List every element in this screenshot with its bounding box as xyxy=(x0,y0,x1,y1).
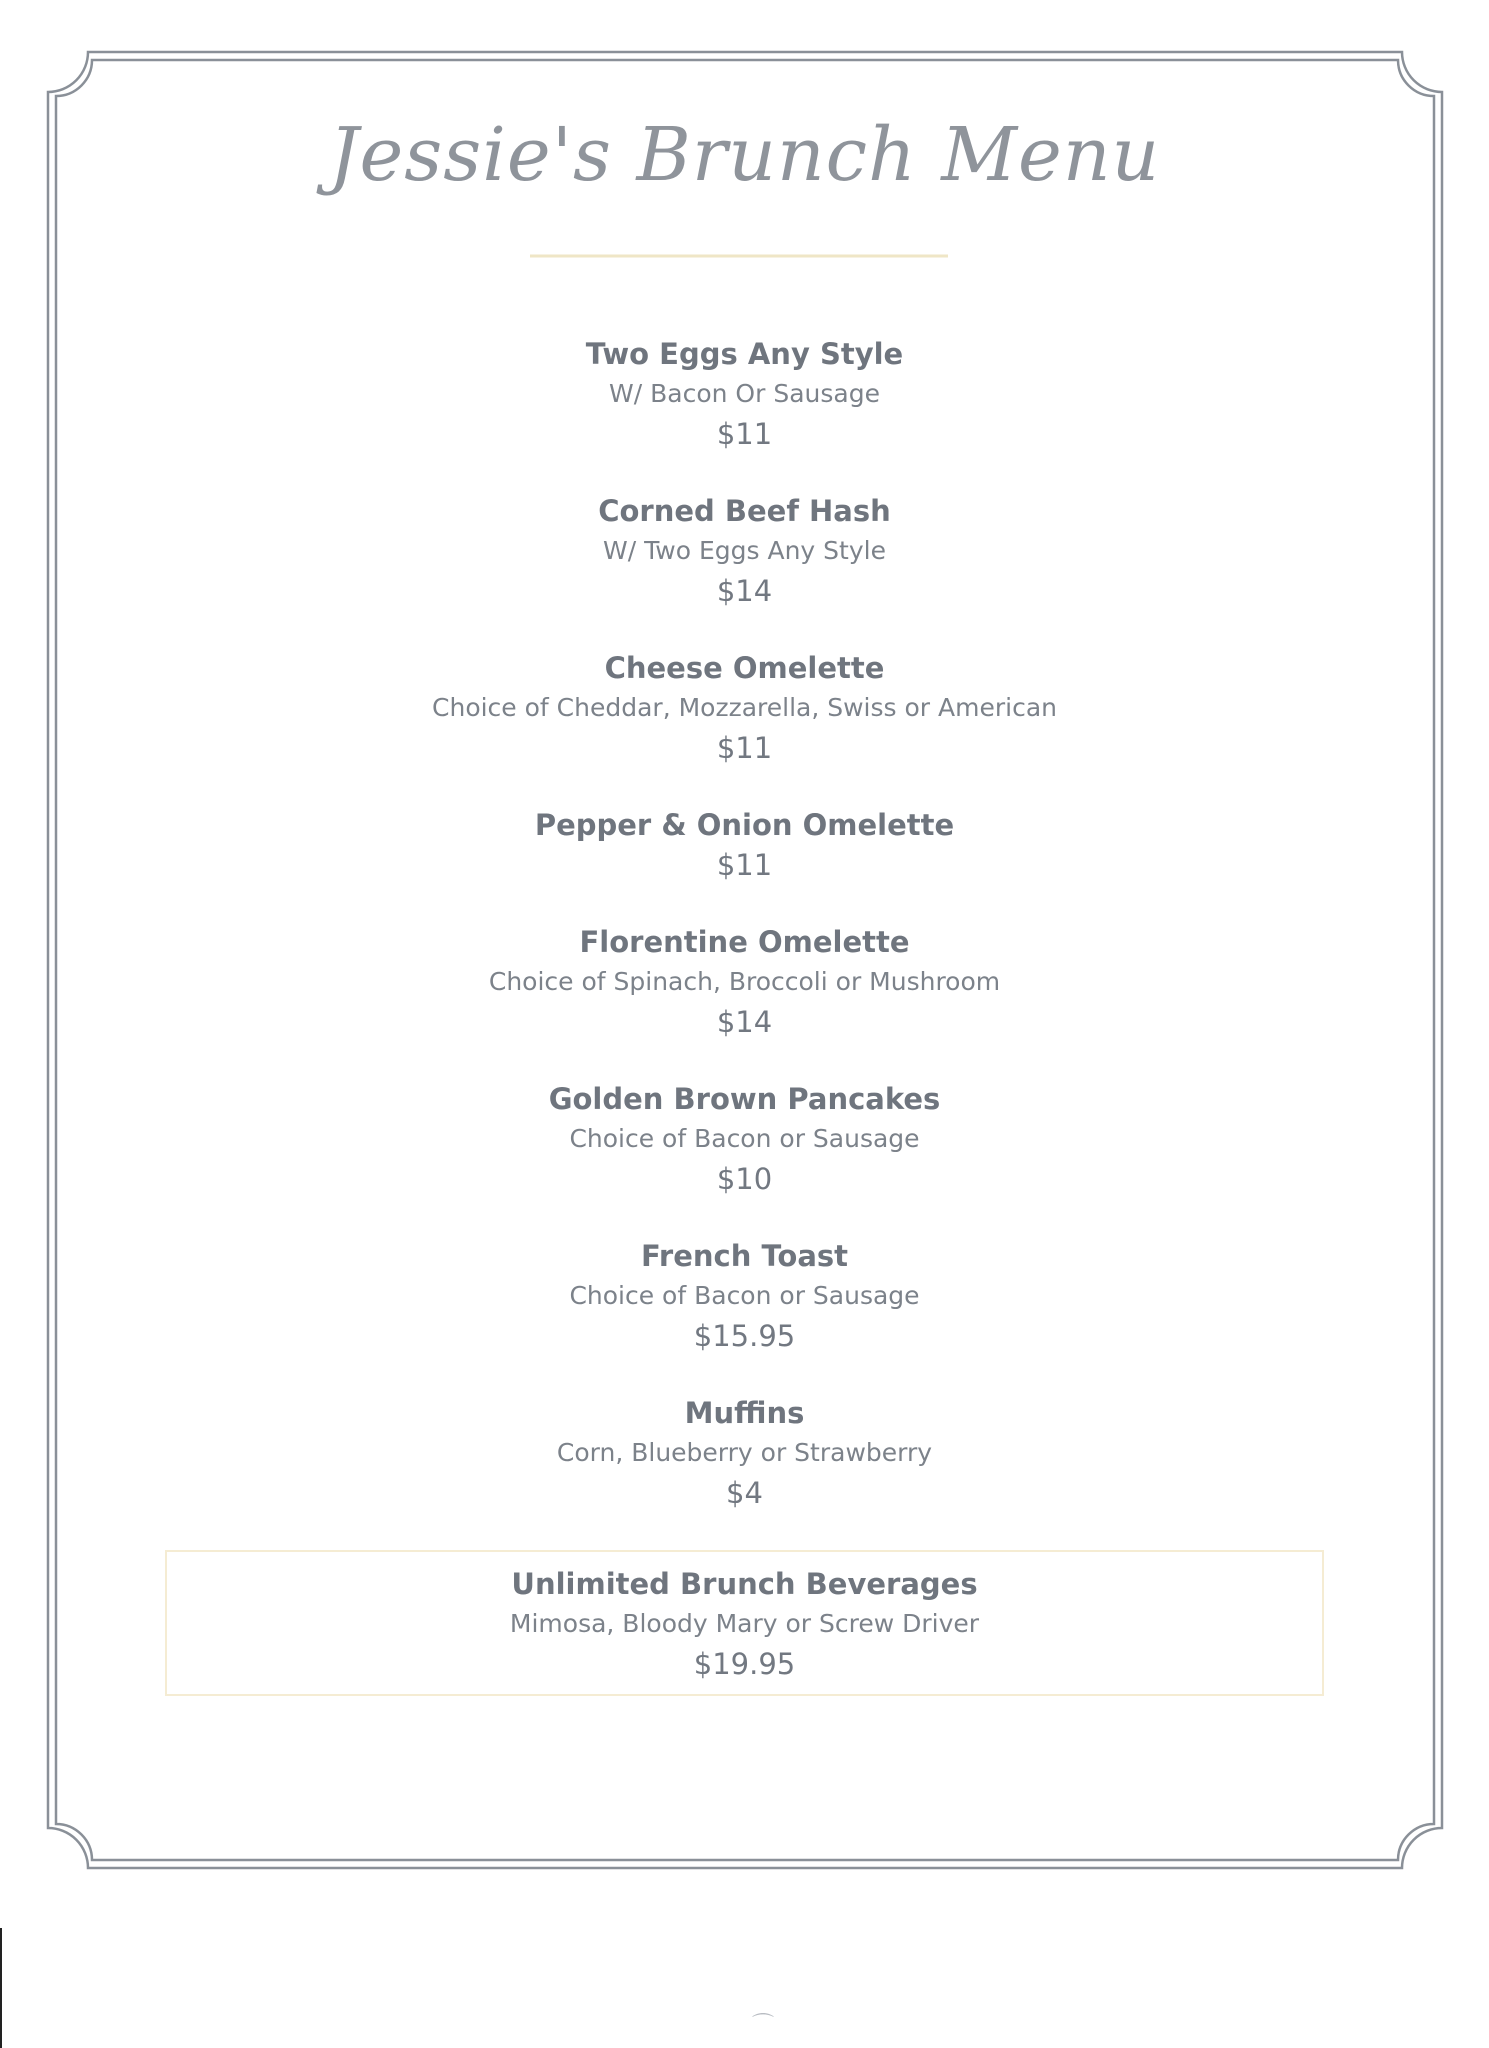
menu-item xyxy=(165,648,1324,768)
menu-list xyxy=(165,334,1324,1696)
item-description: Choice of Bacon or Sausage xyxy=(569,1281,920,1310)
item-name: Corned Beef Hash xyxy=(598,494,891,528)
featured-item-price: $19.95 xyxy=(693,1647,796,1681)
item-description: Choice of Bacon or Sausage xyxy=(569,1124,920,1153)
menu-item xyxy=(165,1393,1324,1513)
item-description: Corn, Blueberry or Strawberry xyxy=(556,1438,933,1467)
menu-item xyxy=(165,1079,1324,1199)
item-name: Cheese Omelette xyxy=(604,651,885,685)
item-price: $15.95 xyxy=(693,1319,796,1353)
item-name: Golden Brown Pancakes xyxy=(548,1082,941,1116)
item-price: $14 xyxy=(716,1005,773,1039)
menu-title: Jessie's Brunch Menu xyxy=(328,112,1161,198)
item-description: W/ Two Eggs Any Style xyxy=(603,536,886,565)
item-price: $11 xyxy=(716,417,773,451)
item-description: Choice of Spinach, Broccoli or Mushroom xyxy=(488,967,1001,996)
item-price: $11 xyxy=(716,848,773,882)
featured-item xyxy=(165,1550,1324,1696)
menu-item xyxy=(165,805,1324,885)
item-name: Muffins xyxy=(684,1396,805,1430)
item-name: Two Eggs Any Style xyxy=(585,337,904,371)
scan-edge-mark xyxy=(0,1928,2,2048)
item-name: Pepper & Onion Omelette xyxy=(534,808,955,842)
featured-item-description: Mimosa, Bloody Mary or Screw Driver xyxy=(509,1609,980,1638)
item-price: $10 xyxy=(716,1162,773,1196)
item-price: $4 xyxy=(726,1476,763,1510)
menu-item xyxy=(165,1236,1324,1356)
item-price: $14 xyxy=(716,574,773,608)
item-price: $11 xyxy=(716,731,773,765)
item-name: Florentine Omelette xyxy=(579,925,910,959)
menu-item xyxy=(165,491,1324,611)
featured-item-name: Unlimited Brunch Beverages xyxy=(511,1567,978,1601)
menu-item xyxy=(165,334,1324,454)
menu-item xyxy=(165,922,1324,1042)
scan-speck: ⌒ xyxy=(752,2013,775,2038)
item-name: French Toast xyxy=(640,1239,849,1273)
item-description: Choice of Cheddar, Mozzarella, Swiss or American xyxy=(432,693,1057,722)
item-description: W/ Bacon Or Sausage xyxy=(609,379,880,408)
